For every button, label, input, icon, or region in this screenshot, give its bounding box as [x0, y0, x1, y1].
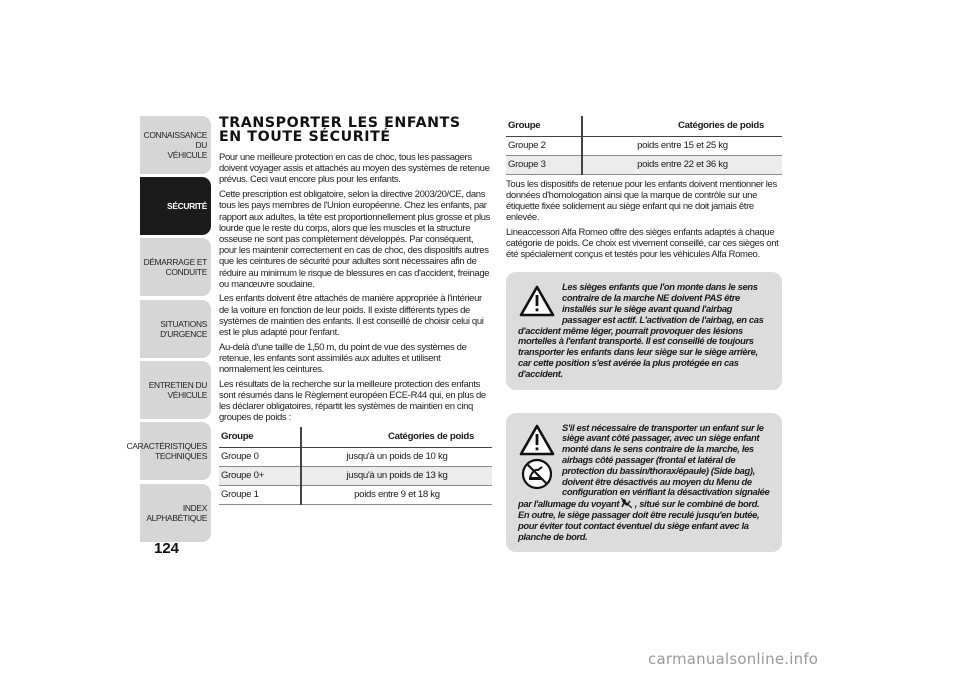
- paragraph: Les résultats de la recherche sur la meilleure protection des enfants sont résumés dans le Règlement européen ECE-R44 qui, en plus de les déclarer obligatoires, répartit les systèmes de maintien en cinq groupes de poids :: [219, 378, 486, 424]
- table-cell-group: Groupe 1: [219, 485, 301, 504]
- table-header-weight: Catégories de poids: [301, 427, 492, 447]
- paragraph: Pour une meilleure protection en cas de choc, tous les passagers doivent voyager assis et attachés au moyen des systèmes de retenue prévus. Ceci vaut encore plus pour les enfants.: [219, 152, 490, 186]
- table-cell-weight: poids entre 22 et 36 kg: [582, 155, 782, 174]
- warning-text: Les sièges enfants que l'on monte dans le sens contraire de la marche NE doivent PAS être installés sur le siège avant quand l'airbag passager est actif. L'activation de l'airbag, en cas d'accident même léger, pourrait provoquer des lésions mortelles à l'enfant transporté. Il est conseillé de toujours transporter les enfants dans leur siège sur le siège arrière, car cette position s'est avérée la plus protégée en cas d'accident.: [518, 281, 764, 379]
- no-child-seat-icon: [518, 457, 556, 491]
- paragraph: Les enfants doivent être attachés de manière appropriée à l'intérieur de la voiture en fonction de leur poids. Il existe différents types de systèmes de maintien des enfants. Il est conseillé de choisir celui qui est le plus adapté pour l'enfant.: [219, 293, 484, 339]
- warning-icons: [518, 423, 556, 491]
- tab-securite[interactable]: SÉCURITÉ: [140, 177, 211, 235]
- table-header-group: Groupe: [506, 116, 582, 136]
- tab-connaissance-vehicule[interactable]: CONNAISSANCE DU VÉHICULE: [140, 116, 211, 174]
- tab-demarrage-conduite[interactable]: DÉMARRAGE ET CONDUITE: [140, 238, 211, 296]
- table-cell-weight: jusqu'à un poids de 13 kg: [301, 466, 492, 485]
- warning-text-continued: , situé sur le combiné de bord. En outre, le siège passager doit être reculé jusqu'en butée, pour éviter tout contact éventuel du siège enfant avec la planche de bord.: [518, 498, 760, 542]
- paragraph: Tous les dispositifs de retenue pour les enfants doivent mentionner les données d'homologation ainsi que la marque de contrôle sur une étiquette fixée solidement au siège enfant qui ne doit jamais être enlevée.: [506, 178, 777, 224]
- table-cell-weight: poids entre 9 et 18 kg: [301, 485, 492, 504]
- paragraph: Lineaccessori Alfa Romeo offre des sièges enfants adaptés à chaque catégorie de poids. Ce choix est vivement conseillé, car ces sièges ont été spécialement conçus et testés pour les véhicules Alfa Romeo.: [506, 226, 779, 261]
- tab-index-alphabetique[interactable]: INDEX ALPHABÉTIQUE: [140, 484, 211, 542]
- warning-triangle-icon: [518, 282, 556, 320]
- table-header-group: Groupe: [219, 427, 301, 447]
- table-row: [219, 485, 492, 504]
- weight-groups-table: [219, 427, 492, 505]
- watermark: carmanualsonline.info: [648, 650, 819, 668]
- left-column: [219, 116, 492, 505]
- tab-situations-urgence[interactable]: SITUATIONS D'URGENCE: [140, 300, 211, 358]
- warning-box-passenger-airbag: [506, 413, 782, 553]
- table-header-weight: Catégories de poids: [582, 116, 782, 136]
- tab-entretien-vehicule[interactable]: ENTRETIEN DU VÉHICULE: [140, 361, 211, 419]
- right-column: [506, 116, 782, 552]
- warning-text: S'il est nécessaire de transporter un enfant sur le siège avant côté passager, avec un siège enfant monté dans le sens contraire de la marche, les airbags côté passager (frontal et latéral de protection du bassin/thorax/épaule) (Side bag), doivent être désactivés au moyen du Menu de configuration en vérifiant la désactivation signalée par l'allumage du voyant: [518, 421, 770, 510]
- paragraph: Cette prescription est obligatoire, selon la directive 2003/20/CE, dans tous les pays membres de l'Union européenne. Chez les enfants, par rapport aux adultes, la tête est proportionnellement plus grosse et plus lourde que le reste du corps, alors que les muscles et la structure osseuse ne sont pas complètement développés. Par conséquent, pour les maintenir correctement en cas de choc, des dispositifs autres que les ceintures de sécurité pour adultes sont nécessaires afin de réduire au minimum le risque de blessures en cas d'accident, freinage ou manœuvre soudaine.: [219, 189, 491, 290]
- table-cell-group: Groupe 3: [506, 155, 582, 174]
- table-cell-group: Groupe 0: [219, 447, 301, 466]
- section-title: TRANSPORTER LES ENFANTS EN TOUTE SÉCURITÉ: [219, 115, 461, 145]
- warning-triangle-icon: [518, 423, 556, 457]
- table-cell-weight: poids entre 15 et 25 kg: [582, 136, 782, 155]
- weight-groups-table-continued: [506, 116, 782, 175]
- paragraph: Au-delà d'une taille de 1,50 m, du point de vue des systèmes de retenue, les enfants sont assimilés aux adultes et utilisent normalement les ceintures.: [219, 341, 467, 376]
- warning-box-airbag: [506, 272, 782, 389]
- tab-caracteristiques-techniques[interactable]: CARACTÉRISTIQUES TECHNIQUES: [140, 422, 211, 480]
- table-row: [506, 136, 782, 155]
- table-cell-group: Groupe 2: [506, 136, 582, 155]
- page-number: 124: [154, 540, 180, 557]
- table-row: [506, 155, 782, 174]
- table-row: [219, 466, 492, 485]
- table-cell-weight: jusqu'à un poids de 10 kg: [301, 447, 492, 466]
- table-row: [219, 447, 492, 466]
- table-cell-group: Groupe 0+: [219, 466, 301, 485]
- airbag-off-indicator-icon: [621, 498, 632, 508]
